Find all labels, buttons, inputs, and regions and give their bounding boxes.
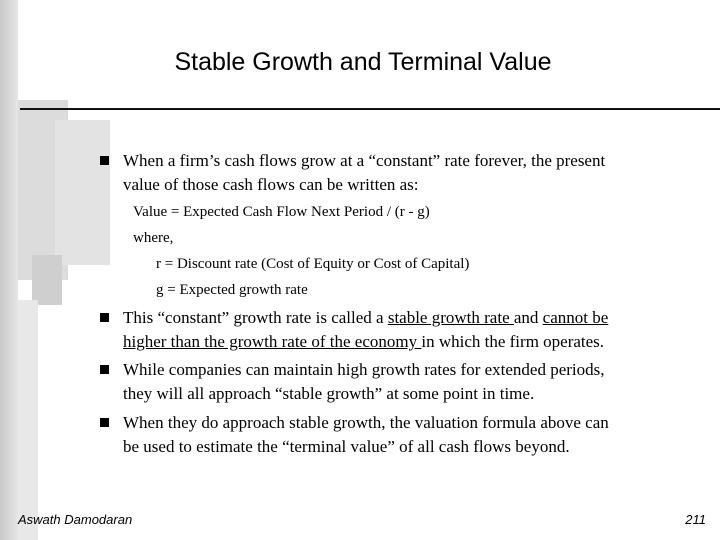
bullet-line [123, 306, 703, 330]
formula-line: Value = Expected Cash Flow Next Period / (r - g) [133, 204, 430, 220]
underlined-term: higher than the growth rate of the economy [123, 332, 422, 351]
bullet-marker [100, 418, 109, 427]
bullet-line: value of those cash flows can be written as: [123, 175, 419, 194]
bullet-line: While companies can maintain high growth rates for extended periods, [123, 360, 605, 379]
bullet-line: they will all approach “stable growth” at some point in time. [123, 384, 535, 403]
bullet-text-4 [123, 411, 703, 459]
decorative-bar [0, 0, 18, 540]
bullet-marker [100, 156, 109, 165]
decorative-block [32, 255, 62, 305]
bullet-line [123, 330, 703, 354]
formula-r-definition: r = Discount rate (Cost of Equity or Cost of Capital) [156, 256, 470, 272]
underlined-term: stable growth rate [387, 308, 514, 327]
page-number: 211 [685, 512, 706, 527]
footer-author: Aswath Damodaran [18, 512, 133, 527]
text-run: This “constant” growth rate is called a [123, 308, 388, 327]
formula-g-definition: g = Expected growth rate [156, 282, 308, 298]
underlined-term: cannot be [542, 308, 609, 327]
bullet-text-2 [123, 306, 703, 354]
text-run: in which the firm operates. [421, 332, 605, 351]
bullet-text-3 [123, 358, 703, 406]
bullet-line: When they do approach stable growth, the valuation formula above can [123, 413, 609, 432]
bullet-line: When a firm’s cash flows grow at a “constant” rate forever, the present [123, 151, 606, 170]
bullet-marker [100, 365, 109, 374]
formula-where: where, [133, 230, 174, 246]
slide-title: Stable Growth and Terminal Value [174, 48, 552, 76]
decorative-block [55, 120, 110, 265]
text-run: and [513, 308, 543, 327]
bullet-line: be used to estimate the “terminal value” of all cash flows beyond. [123, 437, 570, 456]
decorative-block [18, 300, 38, 540]
bullet-marker [100, 313, 109, 322]
bullet-text-1 [123, 149, 703, 197]
title-divider [20, 108, 720, 110]
